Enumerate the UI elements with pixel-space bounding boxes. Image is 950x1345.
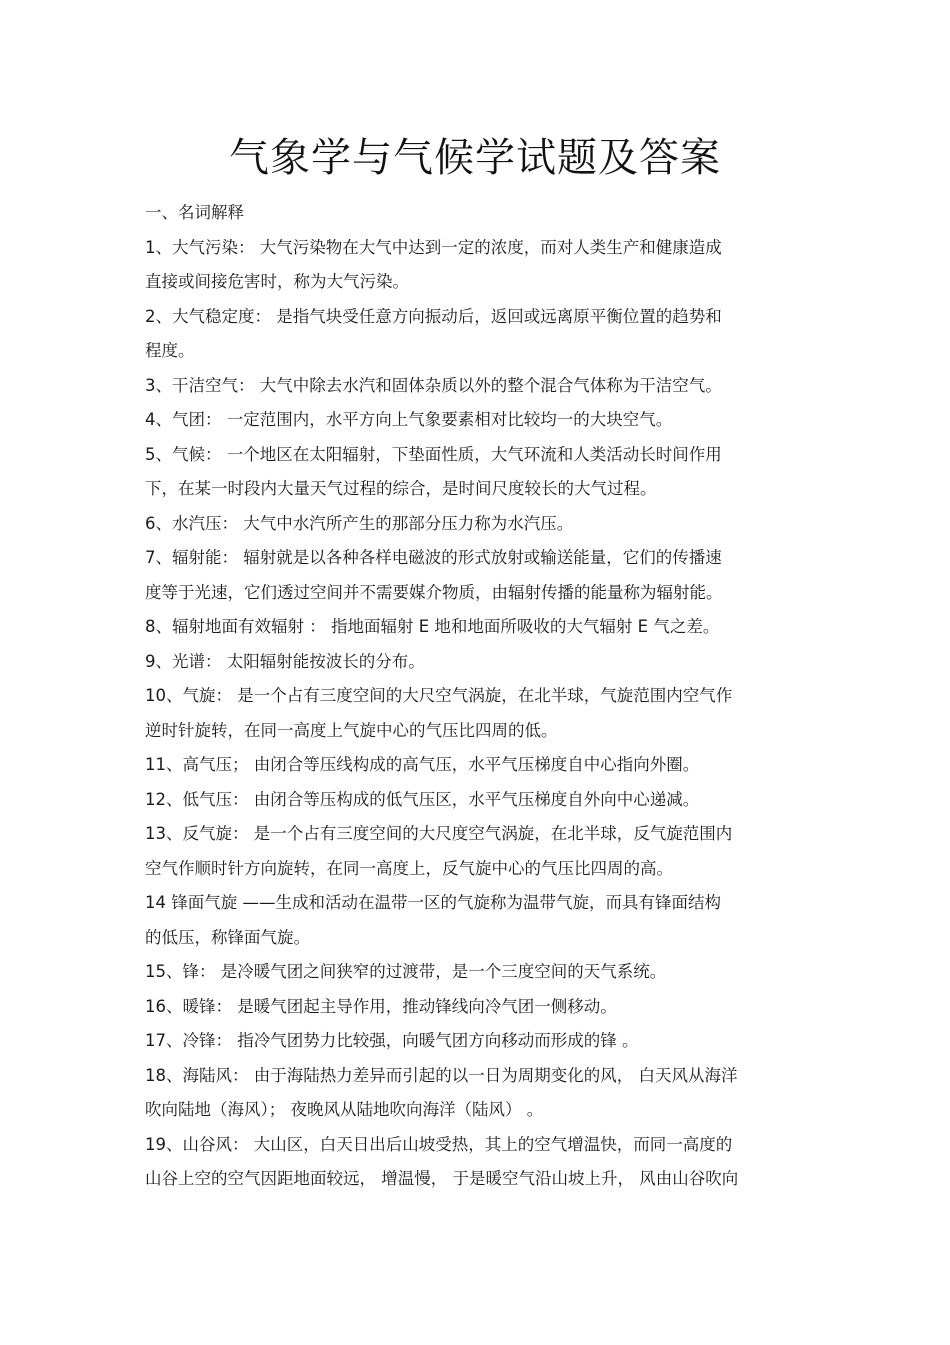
text-line: 18、海陆风： 由于海陆热力差异而引起的以一日为周期变化的风， 白天风从海洋 [145,1065,738,1085]
document-body [145,196,810,1197]
text-line: 度等于光速，它们透过空间并不需要媒介物质，由辐射传播的能量称为辐射能。 [145,582,723,602]
text-line: 17、冷锋： 指冷气团势力比较强，向暖气团方向移动而形成的锋 。 [145,1031,639,1050]
text-line: 吹向陆地（海风）； 夜晚风从陆地吹向海洋（陆风） 。 [145,1100,544,1119]
text-line: 9、光谱： 太阳辐射能按波长的分布。 [145,651,425,671]
text-line: 14 锋面气旋 ——生成和活动在温带一区的气旋称为温带气旋，而具有锋面结构 [145,893,721,912]
text-line: 山谷上空的空气因距地面较远， 增温慢， 于是暖空气沿山坡上升， 风由山谷吹向 [145,1169,739,1188]
text-line: 空气作顺时针方向旋转，在同一高度上，反气旋中心的气压比四周的高。 [145,858,673,878]
text-line: 3、干洁空气： 大气中除去水汽和固体杂质以外的整个混合气体称为干洁空气。 [145,375,722,395]
text-line: 5、气候： 一个地区在太阳辐射，下垫面性质，大气环流和人类活动长时间作用 [145,444,722,464]
text-line: 10、气旋： 是一个占有三度空间的大尺空气涡旋，在北半球，气旋范围内空气作 [145,686,733,705]
text-line: 7、辐射能： 辐射就是以各种各样电磁波的形式放射或输送能量，它们的传播速 [145,548,722,567]
text-line: 16、暖锋： 是暖气团起主导作用，推动锋线向冷气团一侧移动。 [145,996,617,1016]
text-line: 直接或间接危害时，称为大气污染。 [145,272,409,291]
text-line: 8、辐射地面有效辐射 ： 指地面辐射 E 地和地面所吸收的大气辐射 E 气之差。 [145,617,720,636]
text-line: 逆时针旋转，在同一高度上气旋中心的气压比四周的低。 [145,720,558,740]
text-line: 4、气团： 一定范围内，水平方向上气象要素相对比较均一的大块空气。 [145,410,673,429]
text-line: 下，在某一时段内大量天气过程的综合，是时间尺度较长的大气过程。 [145,479,657,498]
text-line: 2、大气稳定度： 是指气块受任意方向振动后，返回或远离原平衡位置的趋势和 [145,306,722,326]
text-line: 12、低气压： 由闭合等压构成的低气压区，水平气压梯度自外向中心递减。 [145,789,700,809]
text-line: 15、锋： 是冷暖气团之间狭窄的过渡带，是一个三度空间的天气系统。 [145,962,667,981]
text-line: 19、山谷风： 大山区，白天日出后山坡受热，其上的空气增温快，而同一高度的 [145,1134,733,1154]
text-line: 程度。 [145,341,195,360]
section-heading: 一、名词解释 [145,203,244,222]
text-line: 的低压，称锋面气旋。 [145,927,310,947]
document-title: 气象学与气候学试题及答案 [229,135,721,181]
text-line: 13、反气旋： 是一个占有三度空间的大尺度空气涡旋，在北半球，反气旋范围内 [145,824,733,843]
text-line: 11、高气压； 由闭合等压线构成的高气压，水平气压梯度自中心指向外圈。 [145,755,700,774]
text-line: 1、大气污染： 大气污染物在大气中达到一定的浓度，而对人类生产和健康造成 [145,237,722,257]
text-line: 6、水汽压： 大气中水汽所产生的那部分压力称为水汽压。 [145,513,574,533]
